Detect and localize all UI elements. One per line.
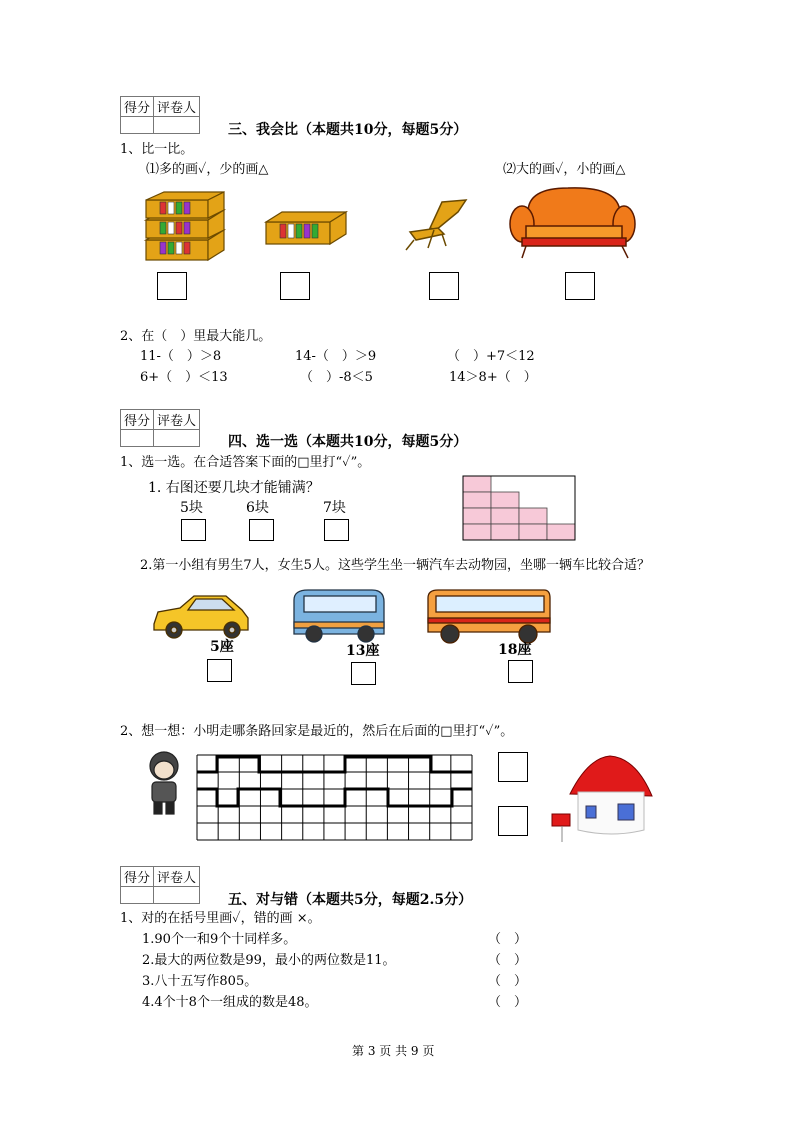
s4-q2: 2.第一小组有男生7人，女生5人。这些学生坐一辆汽车去动物园，坐哪一辆车比较合适？ xyxy=(140,558,650,573)
bookshelf-1-tier-image xyxy=(264,208,348,248)
answer-box-lower-route[interactable] xyxy=(498,806,528,836)
s5-item-1-paren[interactable]: （ ） xyxy=(488,932,528,947)
s3-q2-item-4: 6+（ ）＜13 xyxy=(140,370,228,385)
s5-q1: 1、对的在括号里画✓，错的画 ×。 xyxy=(120,911,321,926)
score-table-5 xyxy=(120,866,200,904)
section3-title: 三、我会比（本题共10分，每题5分） xyxy=(228,122,468,138)
s5-item-1: 1.90个一和9个十同样多。 xyxy=(142,932,297,947)
s5-item-3-paren[interactable]: （ ） xyxy=(488,974,528,989)
s3-q2-item-1: 11-（ ）＞8 xyxy=(140,349,222,364)
answer-box-6-blocks[interactable] xyxy=(249,519,274,541)
answer-box-bus[interactable] xyxy=(508,660,533,683)
route-grid xyxy=(197,755,473,841)
tile-grid-figure xyxy=(463,476,577,540)
car-image xyxy=(150,590,250,642)
s5-item-4: 4.4个十8个一组成的数是48。 xyxy=(142,995,318,1010)
minibus-image xyxy=(290,588,386,644)
s4-q1: 1、选一选。在合适答案下面的□里打“✓”。 xyxy=(120,455,371,470)
section5-title: 五、对与错（本题共5分，每题2.5分） xyxy=(228,892,473,908)
s3-q2: 2、在（ ）里最大能几。 xyxy=(120,329,272,344)
s3-q1-b: ⑵大的画✓，小的画△ xyxy=(503,162,626,177)
answer-box-5-blocks[interactable] xyxy=(181,519,206,541)
answer-box-7-blocks[interactable] xyxy=(324,519,349,541)
page-footer: 第 3 页 共 9 页 xyxy=(352,1044,435,1058)
bookshelf-3-tier-image xyxy=(142,190,226,266)
sofa-image xyxy=(508,182,636,264)
section4-title: 四、选一选（本题共10分，每题5分） xyxy=(228,434,468,450)
bus-image xyxy=(426,588,552,646)
answer-box-car[interactable] xyxy=(207,659,232,682)
score-label: 得分 xyxy=(121,410,154,430)
answer-box-chair[interactable] xyxy=(429,272,459,300)
s3-q1: 1、比一比。 xyxy=(120,142,194,157)
s4-q2-option-3: 18座 xyxy=(498,642,532,658)
s4-q1-option-3: 7块 xyxy=(323,500,346,516)
s5-item-2-paren[interactable]: （ ） xyxy=(488,953,528,968)
score-table-4 xyxy=(120,409,200,447)
answer-box-sofa[interactable] xyxy=(565,272,595,300)
s3-q1-a: ⑴多的画✓，少的画△ xyxy=(146,162,269,177)
answer-box-upper-route[interactable] xyxy=(498,752,528,782)
answer-box-bookshelf-small[interactable] xyxy=(280,272,310,300)
s5-item-2: 2.最大的两位数是99，最小的两位数是11。 xyxy=(142,953,396,968)
route-upper xyxy=(197,757,472,772)
s4-q3: 2、想一想：小明走哪条路回家是最近的，然后在后面的□里打“✓”。 xyxy=(120,724,514,739)
boy-image xyxy=(144,750,184,818)
grader-label: 评卷人 xyxy=(154,97,200,117)
s4-q2-option-1: 5座 xyxy=(210,639,234,655)
s4-q1-option-1: 5块 xyxy=(180,500,203,516)
score-label: 得分 xyxy=(121,97,154,117)
s4-q2-option-2: 13座 xyxy=(346,643,380,659)
grader-label: 评卷人 xyxy=(154,410,200,430)
s5-item-4-paren[interactable]: （ ） xyxy=(488,995,528,1010)
score-table-3 xyxy=(120,96,200,134)
score-label: 得分 xyxy=(121,867,154,887)
answer-box-minibus[interactable] xyxy=(351,662,376,685)
s3-q2-item-5: （ ）-8＜5 xyxy=(300,370,373,385)
house-image xyxy=(548,752,658,844)
s4-q1-option-2: 6块 xyxy=(246,500,269,516)
s3-q2-item-3: （ ）+7＜12 xyxy=(447,349,535,364)
s5-item-3: 3.八十五写作805。 xyxy=(142,974,258,989)
grader-label: 评卷人 xyxy=(154,867,200,887)
s3-q2-item-6: 14＞8+（ ） xyxy=(449,370,537,385)
answer-box-bookshelf-big[interactable] xyxy=(157,272,187,300)
s4-q1-sub: 1. 右图还要几块才能铺满？ xyxy=(148,480,320,496)
chair-image xyxy=(400,198,470,252)
s3-q2-item-2: 14-（ ）＞9 xyxy=(295,349,377,364)
route-lower xyxy=(197,789,472,806)
